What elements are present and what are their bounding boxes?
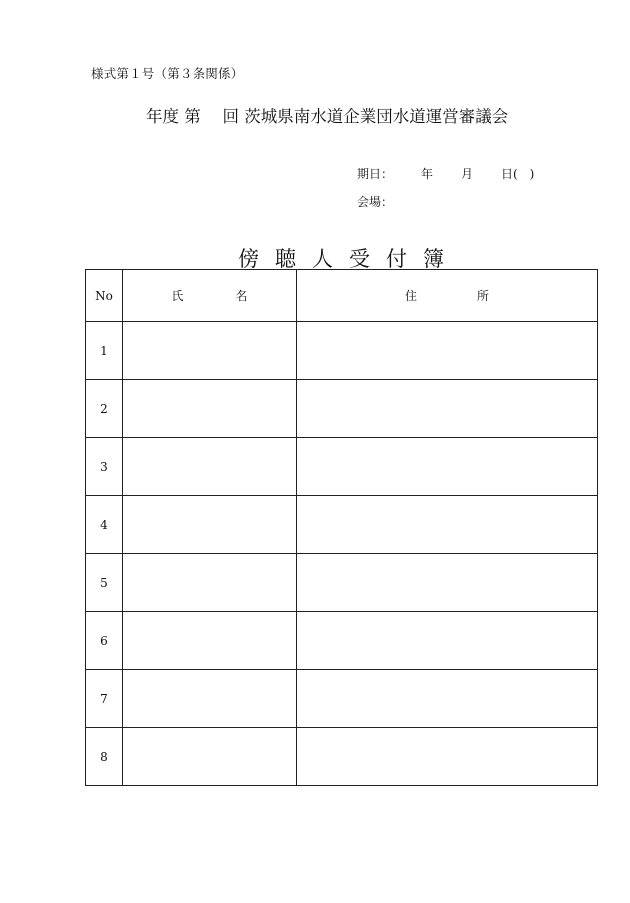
name-cell[interactable] <box>123 612 297 670</box>
address-cell[interactable] <box>297 380 598 438</box>
row-number: 2 <box>86 380 123 438</box>
name-cell[interactable] <box>123 554 297 612</box>
column-header-address <box>297 270 598 322</box>
date-day-unit: 日 <box>501 167 514 181</box>
register-title-char: 人 <box>312 247 333 271</box>
address-cell[interactable] <box>297 554 598 612</box>
name-header-part: 名 <box>235 289 248 303</box>
address-cell[interactable] <box>297 728 598 786</box>
row-number: 3 <box>86 438 123 496</box>
table-row <box>86 612 598 670</box>
table-row <box>86 728 598 786</box>
name-cell[interactable] <box>123 322 297 380</box>
address-header-part: 住 <box>404 289 417 303</box>
row-number: 7 <box>86 670 123 728</box>
title-meeting-name: 茨城県南水道企業団水道運営審議会 <box>244 107 509 126</box>
address-header-part: 所 <box>477 289 490 303</box>
address-cell[interactable] <box>297 496 598 554</box>
form-number: 様式第１号（第３条関係） <box>91 66 244 81</box>
name-cell[interactable] <box>123 380 297 438</box>
register-title-char: 簿 <box>423 247 444 271</box>
title-session-suffix: 回 <box>222 107 239 126</box>
table-row <box>86 380 598 438</box>
address-cell[interactable] <box>297 670 598 728</box>
row-number: 5 <box>86 554 123 612</box>
row-number: 1 <box>86 322 123 380</box>
title-year-suffix: 年度 <box>146 107 179 126</box>
register-title-char: 付 <box>386 247 407 271</box>
row-number: 6 <box>86 612 123 670</box>
meeting-title <box>146 103 508 127</box>
table-row <box>86 554 598 612</box>
title-session-prefix: 第 <box>184 107 201 126</box>
venue-label: 会場： <box>357 195 394 209</box>
name-header-part: 氏 <box>171 289 184 303</box>
row-number: 8 <box>86 728 123 786</box>
table-row <box>86 496 598 554</box>
row-number: 4 <box>86 496 123 554</box>
table-row <box>86 438 598 496</box>
table-row <box>86 670 598 728</box>
register-title-char: 受 <box>349 247 370 271</box>
address-cell[interactable] <box>297 322 598 380</box>
visitor-register-table <box>85 269 598 786</box>
date-month-unit: 月 <box>461 167 474 181</box>
register-title-char: 聴 <box>275 247 296 271</box>
column-header-name <box>123 270 297 322</box>
date-year-unit: 年 <box>421 167 434 181</box>
name-cell[interactable] <box>123 728 297 786</box>
date-label: 期日： <box>357 167 394 181</box>
column-header-no: No <box>86 270 123 322</box>
address-cell[interactable] <box>297 612 598 670</box>
register-title-char: 傍 <box>238 247 259 271</box>
address-cell[interactable] <box>297 438 598 496</box>
name-cell[interactable] <box>123 670 297 728</box>
table-row <box>86 322 598 380</box>
name-cell[interactable] <box>123 496 297 554</box>
date-weekday-parens: ( ) <box>513 167 535 181</box>
table-header-row <box>86 270 598 322</box>
name-cell[interactable] <box>123 438 297 496</box>
